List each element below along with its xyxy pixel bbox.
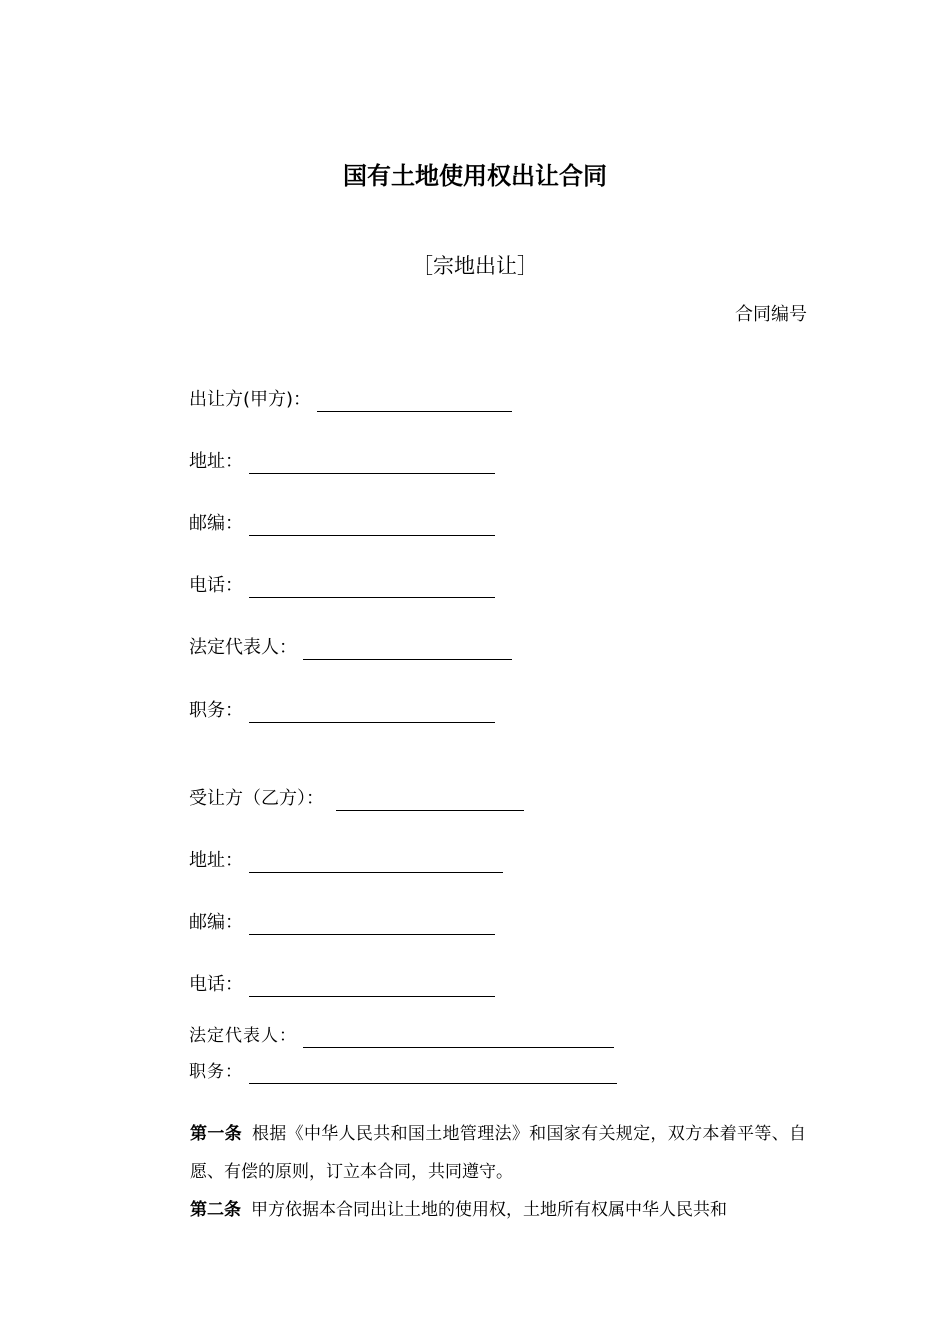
party-b-postcode-blank[interactable]: [249, 914, 495, 935]
party-a-legal-rep-blank[interactable]: [303, 639, 512, 660]
party-a-title-blank[interactable]: [249, 702, 495, 723]
party-b-legal-rep-blank[interactable]: [303, 1027, 614, 1048]
party-a-title-field: [189, 699, 495, 723]
party-b-title-field: [189, 1060, 617, 1084]
article-1: [150, 1115, 806, 1191]
party-a-postcode-blank[interactable]: [249, 515, 495, 536]
party-a-legal-rep-label: 法定代表人：: [189, 637, 297, 658]
party-b-name-blank[interactable]: [336, 790, 524, 811]
party-a-address-label: 地址：: [189, 451, 243, 472]
document-title: 国有土地使用权出让合同: [343, 162, 607, 190]
party-b-address-blank[interactable]: [249, 852, 503, 873]
party-a-name-field: [189, 388, 512, 412]
party-a-postcode-label: 邮编：: [189, 513, 243, 534]
article-2-heading: 第二条: [190, 1200, 241, 1220]
party-a-address-blank[interactable]: [249, 453, 495, 474]
party-b-name-field: [189, 787, 524, 811]
document-subtitle: ［宗地出让］: [412, 254, 538, 278]
contract-number-label: 合同编号: [735, 304, 807, 325]
party-b-postcode-field: [189, 911, 495, 935]
party-b-postcode-label: 邮编：: [189, 912, 243, 933]
article-2-text: 甲方依据本合同出让土地的使用权，土地所有权属中华人民共和: [251, 1200, 727, 1220]
party-b-legal-rep-field: [189, 1024, 614, 1048]
party-a-title-label: 职务：: [189, 700, 243, 721]
party-b-title-blank[interactable]: [249, 1063, 617, 1084]
party-a-legal-rep-field: [189, 636, 512, 660]
party-b-title-label: 职务：: [189, 1062, 243, 1082]
party-a-phone-field: [189, 574, 495, 598]
party-a-address-field: [189, 450, 495, 474]
party-b-name-label: 受让方（乙方）：: [189, 788, 324, 809]
party-b-phone-field: [189, 973, 495, 997]
party-a-phone-blank[interactable]: [249, 577, 495, 598]
party-b-address-label: 地址：: [189, 850, 243, 871]
party-a-postcode-field: [189, 512, 495, 536]
party-a-name-label: 出让方(甲方)：: [189, 389, 312, 410]
article-1-heading: 第一条: [190, 1124, 242, 1144]
party-a-phone-label: 电话：: [189, 575, 243, 596]
party-b-address-field: [189, 849, 503, 873]
party-b-legal-rep-label: 法定代表人：: [189, 1026, 297, 1046]
party-a-name-blank[interactable]: [317, 391, 512, 412]
party-b-phone-label: 电话：: [189, 974, 243, 995]
article-1-text: 根据《中华人民共和国土地管理法》和国家有关规定，双方本着平等、自愿、有偿的原则，订立本合同，共同遵守。: [190, 1124, 807, 1182]
article-2: [150, 1191, 806, 1229]
party-b-phone-blank[interactable]: [249, 976, 495, 997]
